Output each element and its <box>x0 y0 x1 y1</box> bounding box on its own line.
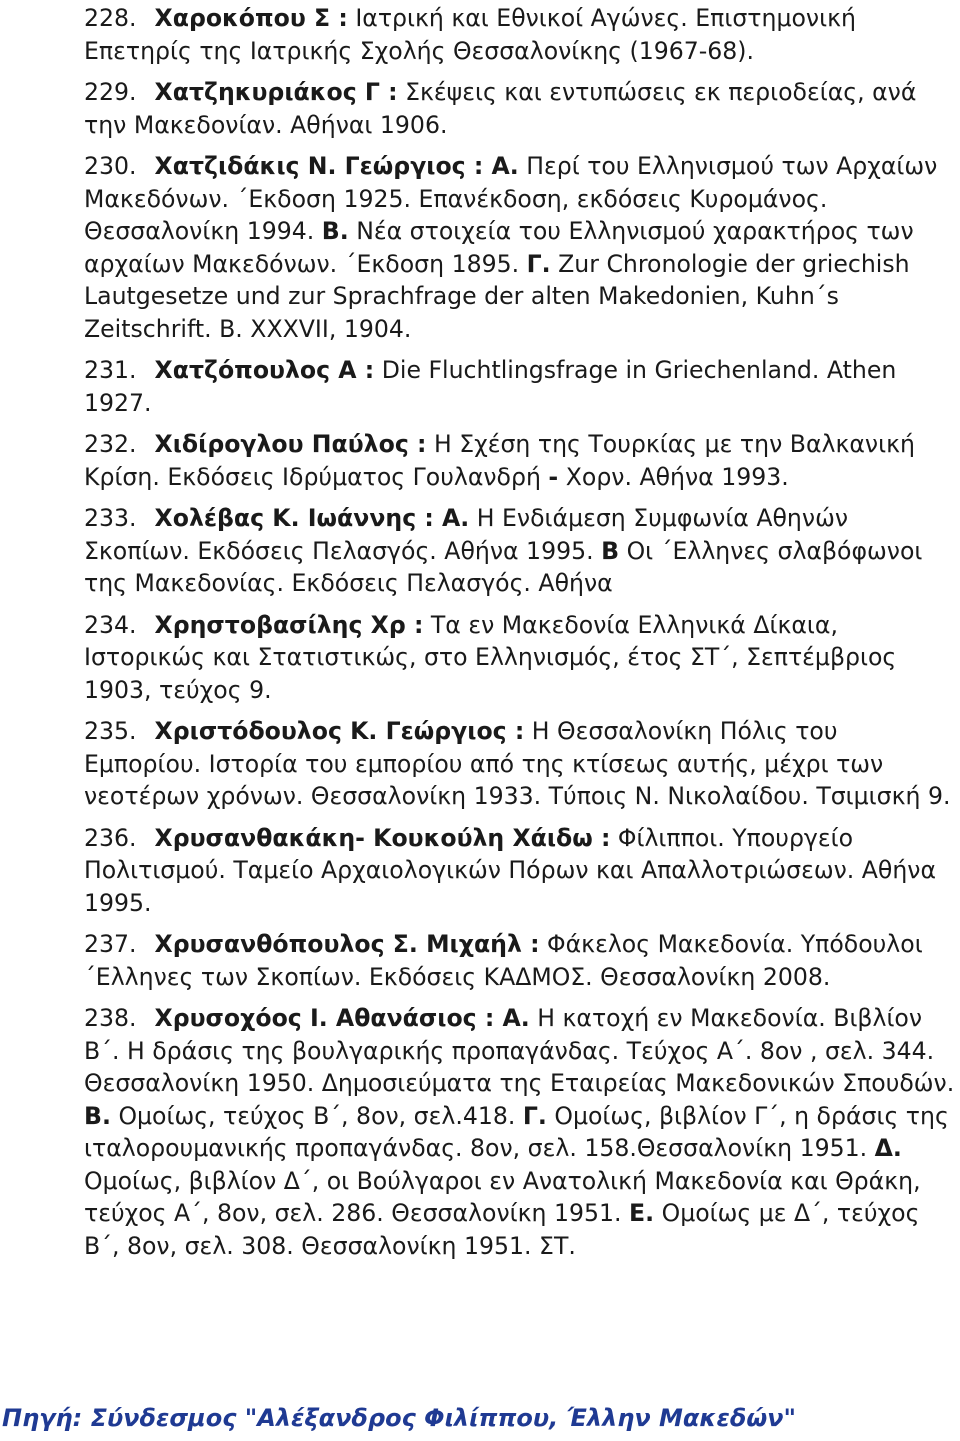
entry-text: Η Ενδιάμεση Συμφωνία Αθηνών Σκοπίων. Εκδόσεις Πελασγός. Αθήνα 1995. <box>84 504 849 565</box>
entry-author: Χιδίρογλου Παύλος : <box>154 430 427 458</box>
entry-text: Die Fluchtlingsfrage in Griechenland. Athen 1927. <box>84 356 897 417</box>
entry-author: Χατζόπουλος Α : <box>154 356 375 384</box>
entry-dash: - <box>548 462 559 491</box>
entry-part-label: Δ. <box>874 1134 902 1162</box>
entry-part-text: Νέα στοιχεία του Ελληνισμού χαρακτήρος των αρχαίων Μακεδόνων. ΄Εκδοση 1895. <box>84 217 914 278</box>
entry-author: Χριστόδουλος Κ. Γεώργιος : <box>154 717 525 745</box>
entry-author: Χατζηκυριάκος Γ : <box>154 78 398 106</box>
source-label: Πηγή: <box>2 1404 83 1432</box>
entry-part-text: Ομοίως, βιβλίον Δ΄, οι Βούλγαροι εν Ανατολική Μακεδονία και Θράκη, τεύχος Α΄, 8ον, σελ. 286. Θεσσαλονίκη 1951. <box>84 1166 921 1227</box>
entry-author: Χρυσοχόος Ι. Αθανάσιος : Α. <box>154 1004 530 1032</box>
entry-author: Χατζιδάκις Ν. Γεώργιος : Α. <box>154 152 519 180</box>
bibliography-list <box>84 2 956 1271</box>
entry-part-text: Ομοίως, τεύχος Β΄, 8ον, σελ.418. <box>118 1101 516 1130</box>
entry-part-text: Zur Chronologie der griechish Lautgesetze und zur Sprachfrage der alten Makedonien, Kuhn΄s Zeitschrift. B. XXXVII, 1904. <box>84 249 910 343</box>
entry-number: 235. <box>84 717 137 745</box>
entry-text: Περί του Ελληνισμού των Αρχαίων Μακεδόνων. ΄Εκδοση 1925. Επανέκδοση, εκδόσεις Κυρομάνος. Θεσσαλονίκη 1994. <box>84 152 938 245</box>
entry-number: 238. <box>84 1004 137 1032</box>
entry-part-label: Β. <box>321 217 349 245</box>
entry-part-text: Ομοίως με Δ΄, τεύχος Β΄, 8ον, σελ. 308. Θεσσαλονίκη 1951. ΣΤ. <box>84 1199 920 1260</box>
entry-part-text: Ομοίως, βιβλίον Γ΄, η δράσις της ιταλορουμανικής προπαγάνδας. 8ον, σελ. 158.Θεσσαλονίκη 1951. <box>84 1101 949 1162</box>
entry-text: Σκέψεις και εντυπώσεις εκ περιοδείας, ανά την Μακεδονίαν. Αθήναι 1906. <box>84 78 917 139</box>
entry-228 <box>84 2 956 67</box>
entry-author: Χρηστοβασίλης Χρ : <box>154 610 424 639</box>
entry-number: 234. <box>84 610 137 639</box>
entry-number: 230. <box>84 152 137 180</box>
entry-part-label: Γ. <box>522 1101 547 1130</box>
entry-233 <box>84 502 956 600</box>
entry-237 <box>84 928 956 993</box>
entry-author: Χρυσανθόπουλος Σ. Μιχαήλ : <box>154 930 540 958</box>
entry-author: Χολέβας Κ. Ιωάννης : Α. <box>154 504 470 532</box>
entry-author: Χρυσανθακάκη- Κουκούλη Χάιδω : <box>154 823 611 852</box>
entry-number: 231. <box>84 356 137 384</box>
entry-part-label: Β <box>601 536 620 565</box>
source-text: Σύνδεσμος "Αλέξανδρος Φιλίππου, Έλλην Μακεδών" <box>90 1404 797 1432</box>
entry-part-label: Ε. <box>629 1199 655 1227</box>
entry-author: Χαροκόπου Σ : <box>154 4 348 32</box>
entry-text-continued: Χορν. Αθήνα 1993. <box>565 462 789 491</box>
entry-number: 229. <box>84 78 137 106</box>
entry-232 <box>84 428 956 493</box>
entry-text: Η Θεσσαλονίκη Πόλις του Εμπορίου. Ιστορία του εμπορίου από της κτίσεως αυτής, μέχρι των νεοτέρων χρόνων. Θεσσαλονίκη 1933. Τύποις Ν. Νικολαίδου. Τσιμισκή 9. <box>84 717 951 810</box>
entry-text: Φίλιπποι. Υπουργείο Πολιτισμού. Ταμείο Αρχαιολογικών Πόρων και Απαλλοτριώσεων. Αθήνα 1995. <box>84 823 937 917</box>
entry-text: Φάκελος Μακεδονία. Υπόδουλοι ΄Ελληνες των Σκοπίων. Εκδόσεις ΚΑΔΜΟΣ. Θεσσαλονίκη 2008. <box>84 930 923 991</box>
entry-235 <box>84 715 956 813</box>
entry-234 <box>84 609 956 707</box>
entry-230 <box>84 150 956 345</box>
entry-number: 233. <box>84 504 137 532</box>
entry-231 <box>84 354 956 419</box>
entry-text: Η κατοχή εν Μακεδονία. Βιβλίον Β΄. Η δράσις της βουλγαρικής προπαγάνδας. Τεύχος Α΄. 8ον , σελ. 344. Θεσσαλονίκη 1950. Δημοσιεύματα της Εταιρείας Μακεδονικών Σπουδών. <box>84 1004 955 1097</box>
entry-part-label: Β. <box>84 1101 111 1130</box>
entry-number: 236. <box>84 823 137 852</box>
entry-229 <box>84 76 956 141</box>
entry-236 <box>84 822 956 920</box>
entry-part-label: Γ. <box>526 249 551 278</box>
entry-text: Τα εν Μακεδονία Ελληνικά Δίκαια, Ιστορικώς και Στατιστικώς, στο Ελληνισμός, έτος ΣΤ΄, Σεπτέμβριος 1903, τεύχος 9. <box>84 610 897 704</box>
entry-number: 232. <box>84 430 137 458</box>
entry-number: 228. <box>84 4 137 32</box>
entry-238 <box>84 1002 956 1262</box>
entry-text: Ιατρική και Εθνικοί Αγώνες. Επιστημονική Επετηρίς της Ιατρικής Σχολής Θεσσαλονίκης (1967-68). <box>84 4 856 65</box>
entry-number: 237. <box>84 930 137 958</box>
entry-text: Η Σχέση της Τουρκίας με την Βαλκανική Κρίση. Εκδόσεις Ιδρύματος Γουλανδρή <box>84 430 915 491</box>
entry-part-text: Οι ΄Ελληνες σλαβόφωνοι της Μακεδονίας. Εκδόσεις Πελασγός. Αθήνα <box>84 536 923 597</box>
source-credit <box>2 1402 952 1434</box>
